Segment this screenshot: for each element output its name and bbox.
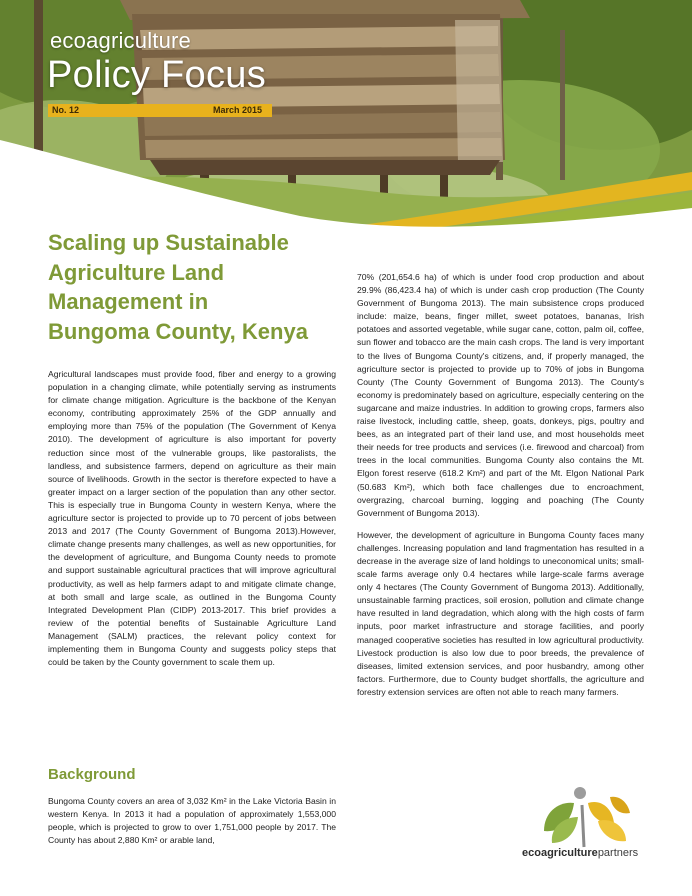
- right-column: [357, 271, 644, 708]
- logo-wordmark-prefix: ecoagriculture: [522, 847, 598, 859]
- background-heading: Background: [48, 766, 136, 783]
- land-use-paragraph: 70% (201,654.6 ha) of which is under food crop production and about 29.9% (86,423.4 ha) of which is under cash crop production (The County Government of Bungoma 2013). The main subsistence crops produced include: maize, beans, finger millet, sweet potatoes, bananas, Irish potatoes and assorted vegetable, while sugar cane, cotton, palm oil, coffee, sun flower and tobacco are the main cash crops. The land is very important to the lives of Bungoma County's citizens, and, if properly managed, the agriculture sector is projected to provide up to 70% of jobs in Bungoma County (The County Government of Bungoma 2013). The County's economy is predominately based on agriculture, especially centering on the sugarcane and maize industries. In addition to growing crops, farmers also raise livestock, including cattle, sheep, goats, donkeys, pigs, poultry and bees, as an integrated part of their land use, and most households meet their needs for tree products and services (i.e. firewood and charcoal) from trees in the local communities. Bungoma County also contains the Mt. Elgon forest reserve (618.2 Km²) and part of the Mt. Elgon National Park (50.683 Km²), which both face challenges due to encroachment, overgrazing, charcoal burning, logging and poaching (The County Government of Bungoma 2013).: [357, 272, 644, 518]
- issue-number: No. 12: [52, 105, 80, 115]
- left-column-background: [48, 795, 336, 856]
- series-name-small: ecoagriculture: [50, 28, 191, 53]
- title-line: Bungoma County, Kenya: [48, 318, 308, 344]
- title-line: Scaling up Sustainable: [48, 230, 289, 255]
- title-line: Agriculture Land: [48, 259, 225, 285]
- logo-wordmark-suffix: partners: [597, 847, 639, 859]
- article-title: [48, 228, 338, 346]
- left-column: [48, 368, 336, 678]
- background-paragraph: Bungoma County covers an area of 3,032 Km² in the Lake Victoria Basin in western Kenya. In 2013 it had a population of approximately 1,553,000 people, which is projected to grow to over 1,751,000 people by 2017. The County has about 2,880 Km² or arable land,: [48, 796, 336, 846]
- series-name-large: Policy Focus: [47, 54, 267, 96]
- title-line: Management in: [48, 289, 209, 314]
- logo-wordmark: [522, 847, 638, 859]
- issue-date: March 2015: [213, 105, 263, 115]
- challenges-paragraph: However, the development of agriculture in Bungoma County faces many challenges. Increasing population and land fragmentation has resulted in a decrease in the average size of land holdings to uneconomical units; small-scale farms average only 0.4 hectares while large-scale farms average only 4 hectares (The County Government of Bungoma 2013). Additionally, unsustainable farming practices, soil erosion, pollution and climate change have resulted in land degradation, which along with the high costs of farm inputs, poor market infrastructure and storage facilities, and poorly managed cooperative societies has resulted in low agricultural productivity. Livestock production is also low due to poor breeds, the prevalence of diseases, limited extension services, and poor husbandry, among other factors. Furthermore, due to County budget shortfalls, the agriculture and forestry extension services are often not able to reach many farmers.: [357, 529, 644, 697]
- intro-paragraph: Agricultural landscapes must provide food, fiber and energy to a growing population in a changing climate, while potentially serving as instruments for climate change mitigation. Agriculture is the backbone of the Kenyan economy, contributing approximately 25% of the GDP annually and employing more than 75% of the population (The Government of Kenya 2010). The development of agriculture is also important for poverty reduction since most of the vulnerable groups, like pastoralists, the landless, and subsistence farmers, depend on agriculture as their main source of livelihoods. Growth in the sector is therefore expected to have a greater impact on a larger section of the population than any other sector. This is especially true in Bungoma County in western Kenya, where the agriculture sector is projected to provide up to 70 percent of jobs between 2013 and 2017 (The County Government of Bungoma 2013).However, climate change presents many challenges, as well as new opportunities, for the development of agriculture, and Bungoma County needs to promote and support sustainable agricultural practices that will improve agricultural productivity, as well as help farmers adapt to and mitigate climate change, at both small and large scale, as outlined in the Bungoma County Integrated Development Plan (CIDP) 2013-2017. This brief provides a review of the potential benefits of Sustainable Agriculture Land Management (SALM) practices, the relevant policy context for implementing them in Bungoma County and suggests policy steps that could be taken by the County government to scale them up.: [48, 369, 336, 668]
- ecoagriculture-partners-logo: [522, 783, 662, 873]
